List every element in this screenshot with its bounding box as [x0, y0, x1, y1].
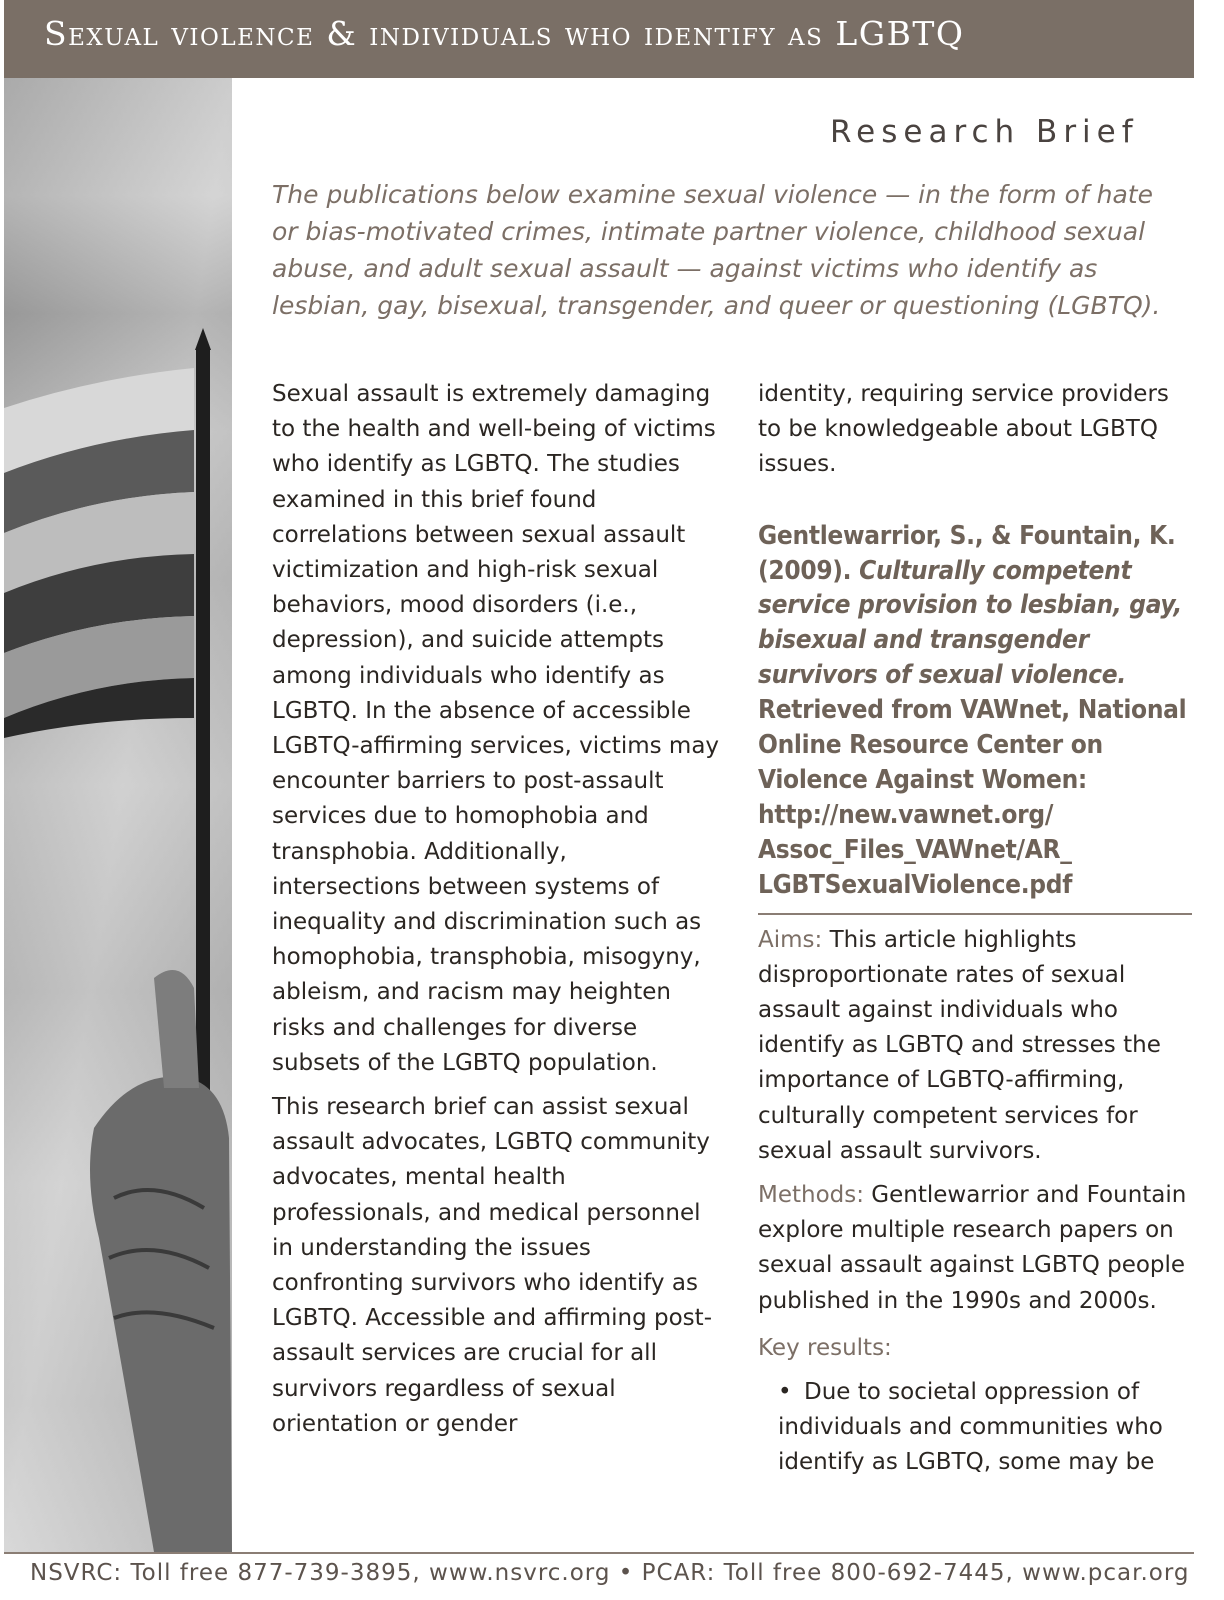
- intro-paragraph: The publications below examine sexual violence — in the form of hate or bias-motivated crimes, intimate partner violence, childhood sexual abuse, and adult sexual assault — against victims who identify as lesbian, gay, bisexual, transgender, and queer or questioning (LGBTQ).: [272, 180, 1161, 320]
- aims-text: This article highlights disproportionate rates of sexual assault against individuals who identify as LGBTQ and stresses the importance of LGBTQ-affirming, culturally competent services for sexual assault survivors.: [758, 926, 1161, 1164]
- list-item: [758, 1375, 1188, 1481]
- column-right: [758, 377, 1188, 1481]
- bullet-icon: •: [778, 1379, 792, 1406]
- flag-illustration: [4, 78, 232, 1552]
- citation-source: Retrieved from VAWnet, National Online Resource Center on Violence Against Women: http://new.vawnet.org/ Assoc_Files_VAWnet/AR_ LGBTSexualViolence.pdf: [758, 695, 1187, 900]
- methods-paragraph: [758, 1178, 1188, 1319]
- header-banner: [4, 0, 1194, 78]
- aims-label: Aims:: [758, 926, 823, 953]
- research-brief-label: Research Brief: [830, 114, 1139, 150]
- footer-divider: [4, 1552, 1194, 1554]
- body-paragraph: identity, requiring service providers to be knowledgeable about LGBTQ issues.: [758, 381, 1169, 478]
- key-results-label: Key results:: [758, 1334, 892, 1361]
- header-title: Sexual violence & individuals who identify as LGBTQ: [44, 14, 965, 53]
- aims-paragraph: [758, 923, 1188, 1169]
- methods-text: Gentlewarrior and Fountain explore multiple research papers on sexual assault against LGBTQ people published in the 1990s and 2000s.: [758, 1182, 1187, 1314]
- body-paragraph: Sexual assault is extremely damaging to the health and well-being of victims who identify as LGBTQ. The studies examined in this brief found correlations between sexual assault victimization and high-risk sexual behaviors, mood disorders (i.e., depression), and suicide attempts among individuals who identify as LGBTQ. In the absence of accessible LGBTQ-affirming services, victims may encounter barriers to post-assault services due to homophobia and transphobia. Additionally, intersections between systems of inequality and discrimination such as homophobia, transphobia, misogyny, ableism, and racism may heighten risks and challenges for diverse subsets of the LGBTQ population.: [272, 381, 720, 1076]
- divider: [758, 913, 1192, 915]
- body-paragraph: This research brief can assist sexual assault advocates, LGBTQ community advocates, mental health professionals, and medical personnel in understanding the issues confronting survivors who identify as LGBTQ. Accessible and affirming post-assault services are crucial for all survivors regardless of sexual orientation or gender: [272, 1094, 712, 1437]
- column-left: [272, 377, 722, 1442]
- methods-label: Methods:: [758, 1182, 864, 1208]
- flag-photo: [4, 78, 232, 1552]
- citation-authors: Gentlewarrior, S., & Fountain, K. (2009).: [758, 520, 1176, 586]
- citation: [758, 519, 1188, 903]
- footer-contact: NSVRC: Toll free 877-739-3895, www.nsvrc.org • PCAR: Toll free 800-692-7445, www.pcar.org: [30, 1560, 1190, 1586]
- bullet-text: Due to societal oppression of individuals and communities who identify as LGBTQ, some may be: [778, 1379, 1163, 1476]
- citation-title: Culturally competent service provision to lesbian, gay, bisexual and transgender survivors of sexual violence.: [758, 555, 1182, 691]
